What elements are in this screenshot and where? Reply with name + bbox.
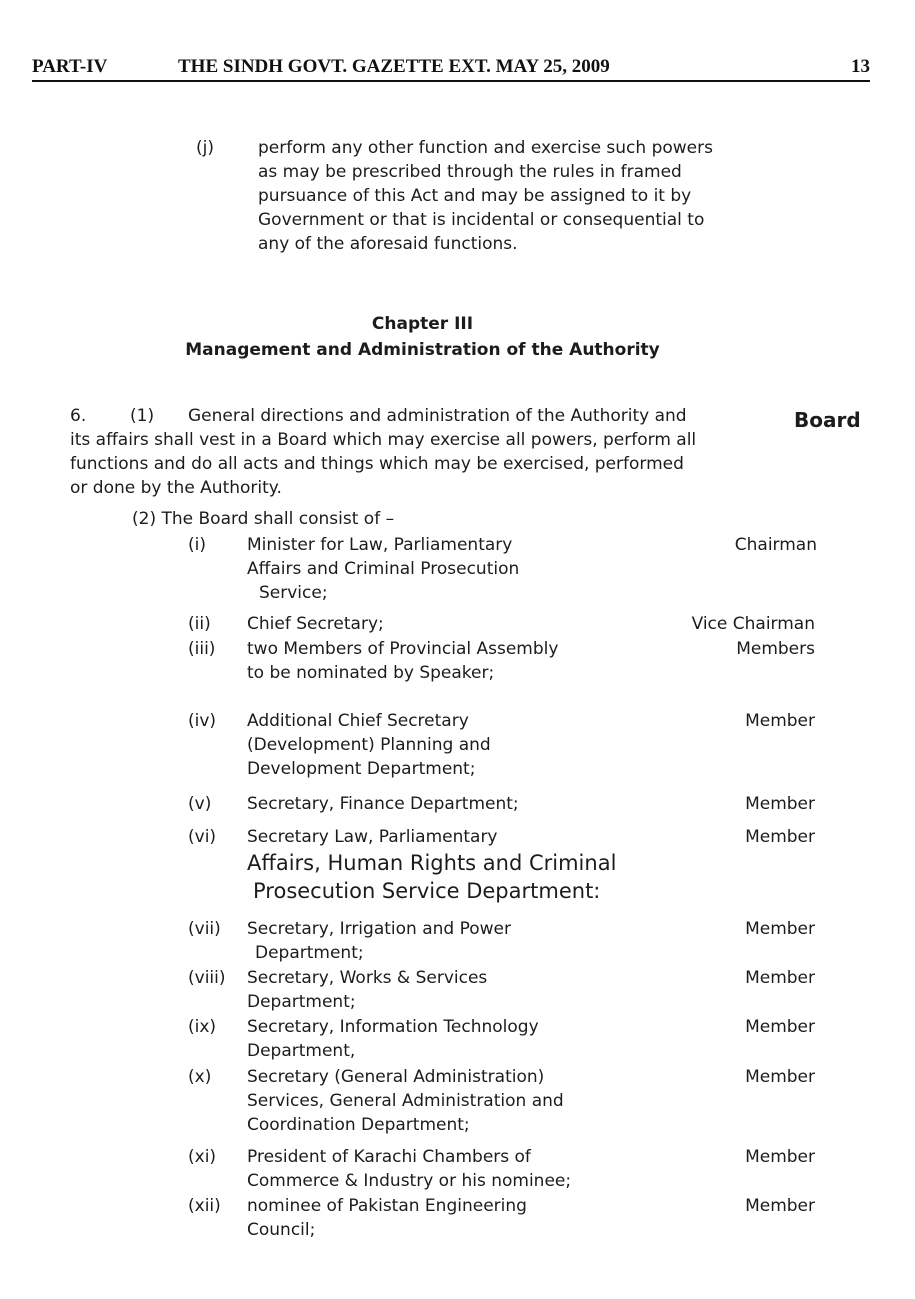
clause-text [258, 136, 786, 256]
section-line: functions and do all acts and things which may be exercised, performed [70, 454, 684, 474]
member-description [247, 1194, 667, 1242]
member-description [247, 917, 667, 965]
member-line: Minister for Law, Parliamentary [247, 535, 513, 555]
board-intro: (2) The Board shall consist of – [132, 509, 395, 529]
member-role: Member [745, 1196, 815, 1216]
page-number: 13 [851, 56, 870, 77]
chapter-title: Chapter III [371, 314, 474, 334]
member-role: Member [745, 1017, 815, 1037]
clause-line: as may be prescribed through the rules in framed [258, 162, 682, 182]
member-line: Department; [255, 943, 364, 963]
member-role: Member [745, 1147, 815, 1167]
member-role: Member [745, 919, 815, 939]
member-description [247, 1015, 667, 1063]
member-line: Affairs, Human Rights and Criminal [247, 851, 617, 875]
member-line: Secretary, Finance Department; [247, 794, 519, 814]
member-role: Member [745, 827, 815, 847]
member-number: (i) [188, 535, 206, 555]
header-rule [32, 80, 870, 82]
member-line: two Members of Provincial Assembly [247, 639, 559, 659]
subsection-number: (1) [130, 406, 155, 426]
member-number: (vi) [188, 827, 217, 847]
member-line: Chief Secretary; [247, 614, 384, 634]
member-number: (x) [188, 1067, 212, 1087]
member-number: (xii) [188, 1196, 221, 1216]
clause-line: any of the aforesaid functions. [258, 234, 518, 254]
member-line: Development Department; [247, 759, 476, 779]
member-number: (ix) [188, 1017, 217, 1037]
member-number: (iii) [188, 639, 216, 659]
chapter-subtitle: Management and Administration of the Authority [185, 340, 660, 360]
section-line: General directions and administration of the Authority and [188, 406, 687, 426]
member-description [247, 1145, 667, 1193]
member-line: Secretary, Information Technology [247, 1017, 539, 1037]
member-line: Department; [247, 992, 356, 1012]
member-line: Secretary, Irrigation and Power [247, 919, 511, 939]
member-line: Department, [247, 1041, 356, 1061]
member-role: Vice Chairman [691, 614, 815, 634]
member-line: Council; [247, 1220, 316, 1240]
member-role: Member [745, 711, 815, 731]
member-description [247, 1065, 667, 1137]
member-role: Member [745, 968, 815, 988]
member-description [247, 792, 667, 816]
member-line: Service; [259, 583, 328, 603]
member-description [247, 637, 667, 685]
member-number: (iv) [188, 711, 217, 731]
clause-line: perform any other function and exercise such powers [258, 138, 713, 158]
member-number: (vii) [188, 919, 221, 939]
margin-note: Board [794, 408, 861, 432]
section-number: 6. [70, 406, 87, 426]
member-line: President of Karachi Chambers of [247, 1147, 531, 1167]
member-number: (v) [188, 794, 212, 814]
member-number: (viii) [188, 968, 226, 988]
member-line: Commerce & Industry or his nominee; [247, 1171, 572, 1191]
member-role: Member [745, 794, 815, 814]
member-line: Affairs and Criminal Prosecution [247, 559, 520, 579]
clause-line: Government or that is incidental or consequential to [258, 210, 705, 230]
section-6 [70, 404, 790, 500]
member-description [247, 612, 667, 636]
member-line: Coordination Department; [247, 1115, 470, 1135]
member-line: Secretary (General Administration) [247, 1067, 545, 1087]
member-line: to be nominated by Speaker; [247, 663, 495, 683]
member-line: Prosecution Service Department: [253, 879, 601, 903]
page-header [32, 56, 870, 84]
member-line: Secretary Law, Parliamentary [247, 827, 498, 847]
member-line: (Development) Planning and [247, 735, 491, 755]
member-description [247, 709, 667, 781]
member-role: Members [736, 639, 815, 659]
member-line: nominee of Pakistan Engineering [247, 1196, 527, 1216]
member-line: Services, General Administration and [247, 1091, 564, 1111]
member-role: Chairman [734, 535, 817, 555]
part-label: PART-IV [32, 56, 108, 77]
member-description [247, 533, 667, 605]
member-number: (xi) [188, 1147, 217, 1167]
section-line: or done by the Authority. [70, 478, 282, 498]
gazette-title: THE SINDH GOVT. GAZETTE EXT. MAY 25, 2009 [178, 56, 610, 77]
member-description [247, 825, 667, 905]
member-description [247, 966, 667, 1014]
member-number: (ii) [188, 614, 211, 634]
member-line: Additional Chief Secretary [247, 711, 469, 731]
member-role: Member [745, 1067, 815, 1087]
clause-number: (j) [196, 138, 214, 158]
clause-line: pursuance of this Act and may be assigned to it by [258, 186, 692, 206]
member-line: Secretary, Works & Services [247, 968, 488, 988]
section-first-line [70, 404, 790, 428]
section-line: its affairs shall vest in a Board which may exercise all powers, perform all [70, 430, 697, 450]
